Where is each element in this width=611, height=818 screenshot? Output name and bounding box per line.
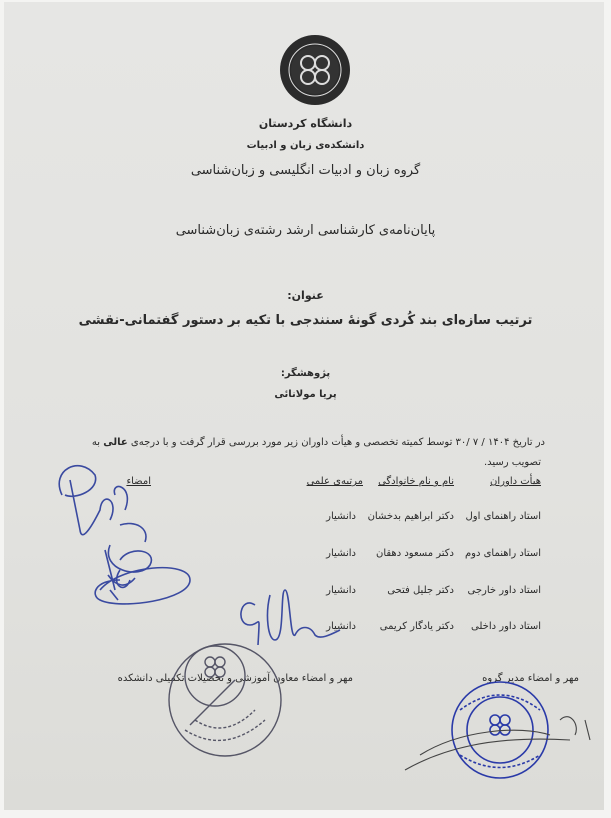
approval-text-main: در تاریخ ۱۴۰۴ / ۷ /۳۰ توسط کمیته تخصصی و هیأت داوران زیر مورد بررسی قرار گرفت و با درجه‌ی xyxy=(130,437,545,448)
row-rank: دانشیار xyxy=(326,511,356,522)
researcher-name: پریا مولانائی xyxy=(274,389,337,400)
row-name: دکتر یادگار کریمی xyxy=(379,621,454,632)
faculty-stamp xyxy=(165,640,285,760)
approval-text xyxy=(92,437,545,448)
approval-text-line2: تصویب رسید. xyxy=(483,457,541,468)
header-rank: مرتبه‌ی علمی xyxy=(306,476,363,487)
approval-text-end: به xyxy=(91,437,101,448)
row-role: استاد راهنمای اول xyxy=(465,511,541,522)
approval-grade: عالی xyxy=(103,437,128,448)
researcher-label: پژوهشگر: xyxy=(280,368,331,379)
row-role: استاد داور خارجی xyxy=(467,585,541,596)
header-name: نام و نام خانوادگی xyxy=(378,476,454,487)
university-name: دانشگاه کردستان xyxy=(258,117,353,130)
row-rank: دانشیار xyxy=(326,585,356,596)
department-name: گروه زبان و ادبیات انگلیسی و زبان‌شناسی xyxy=(190,163,421,178)
row-name: دکتر ابراهیم بدخشان xyxy=(367,511,454,522)
row-rank: دانشیار xyxy=(326,621,356,632)
vice-dean-signature-label: مهر و امضاء معاون آموزشی و تحصیلات تکمیلی دانشکده xyxy=(117,673,353,684)
title-label: عنوان: xyxy=(287,289,324,302)
department-stamp xyxy=(400,680,600,790)
dept-head-signature-label: مهر و امضاء مدیر گروه xyxy=(482,673,579,684)
thesis-type: پایان‌نامه‌ی کارشناسی ارشد رشته‌ی زبان‌شناسی xyxy=(175,223,436,238)
university-logo-seal xyxy=(278,33,352,107)
signature-scribbles xyxy=(40,450,210,620)
row-name: دکتر مسعود دهقان xyxy=(375,548,454,559)
row-rank: دانشیار xyxy=(326,548,356,559)
faculty-name: دانشکده‌ی زبان و ادبیات xyxy=(246,140,365,151)
header-committee: هیأت داوران xyxy=(490,476,541,487)
row-role: استاد داور داخلی xyxy=(471,621,541,632)
row-name: دکتر جلیل فتحی xyxy=(387,585,454,596)
thesis-title: ترتیب سازه‌ای بند کُردی گونهٔ سنندجی با تکیه بر دستور گفتمانی-نقشی xyxy=(78,313,533,328)
row-role: استاد راهنمای دوم xyxy=(464,548,541,559)
header-signature: امضاء xyxy=(126,476,151,487)
